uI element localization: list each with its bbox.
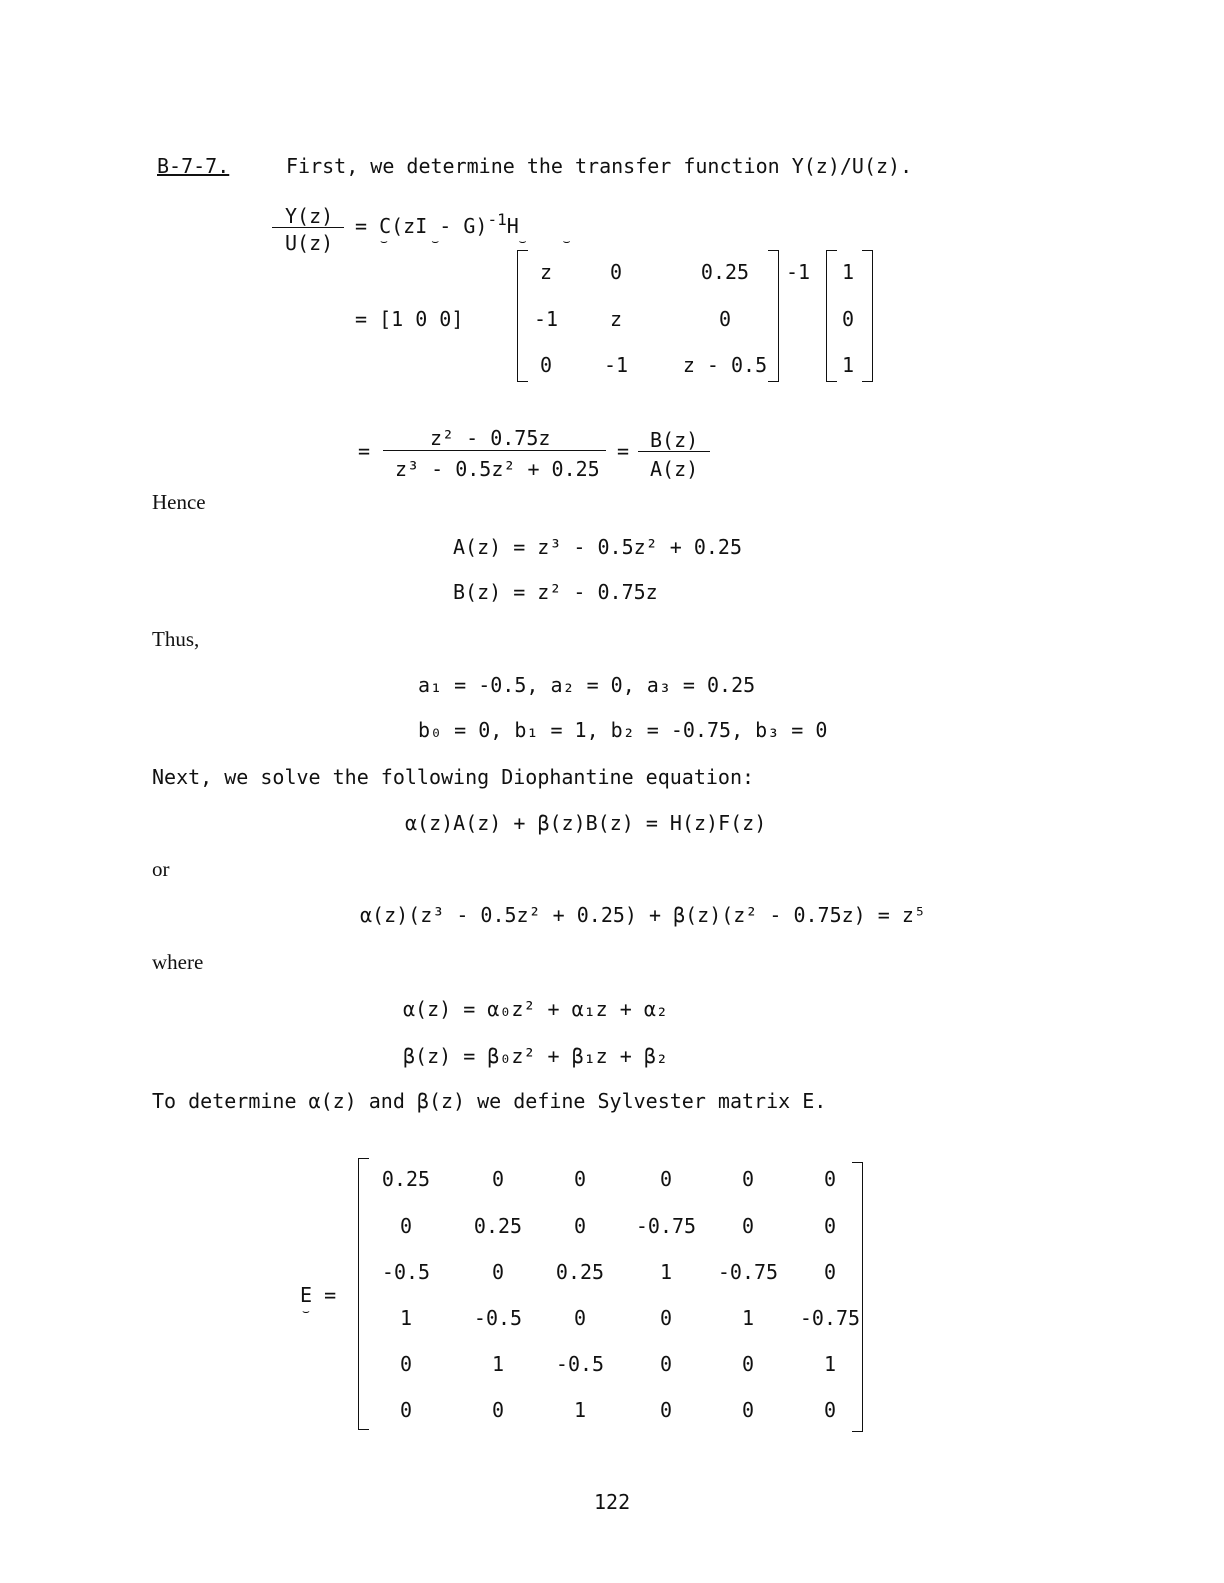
e-matrix-cell: 0 (659, 1167, 673, 1191)
e-matrix-cell: 0 (573, 1167, 587, 1191)
inverse-exponent: -1 (487, 210, 507, 229)
matrix-cell: 0 (539, 353, 553, 377)
page-number: 122 (594, 1490, 631, 1514)
problem-label: B-7-7. (157, 154, 230, 178)
matrix-cell: -1 (533, 307, 559, 331)
a-under: A(z) (650, 457, 699, 481)
matrix-cell: 0 (609, 260, 623, 284)
e-matrix-cell: 0 (823, 1398, 837, 1422)
e-matrix-cell: 0 (741, 1167, 755, 1191)
e-matrix-cell: 1 (573, 1398, 587, 1422)
e-matrix-cell: 0 (399, 1398, 413, 1422)
e-label: E = (300, 1283, 337, 1307)
row-vector: = [1 0 0] (355, 307, 464, 331)
column-vector-entry: 0 (842, 307, 855, 331)
diophantine-equation: α(z)A(z) + β(z)B(z) = H(z)F(z) (405, 811, 767, 835)
column-vector-entry: 1 (842, 260, 855, 284)
intro-text: First, we determine the transfer function Y(z)/U(z). (286, 154, 913, 178)
hence-label: Hence (152, 490, 206, 514)
lhs-numerator: Y(z) (285, 204, 334, 228)
e-left-bracket (358, 1158, 369, 1430)
e-matrix-cell: 0 (741, 1398, 755, 1422)
e-matrix-cell: -0.5 (381, 1260, 431, 1284)
sylvester-text: To determine α(z) and β(z) we define Sylvester matrix E. (152, 1089, 827, 1113)
tf-denominator: z³ - 0.5z² + 0.25 (395, 457, 600, 481)
column-vector-entry: 1 (842, 353, 855, 377)
e-matrix-cell: 0 (823, 1167, 837, 1191)
next-text: Next, we solve the following Diophantine equation: (152, 765, 755, 789)
transfer-formula-rhs: = C(zI - G) (355, 214, 488, 238)
b-coefficients: b₀ = 0, b₁ = 1, b₂ = -0.75, b₃ = 0 (418, 718, 828, 742)
matrix-cell: z (609, 307, 623, 331)
e-matrix-cell: -0.5 (473, 1306, 523, 1330)
h-symbol: H (506, 214, 519, 238)
e-matrix-cell: 0 (659, 1306, 673, 1330)
e-matrix-cell: 0 (741, 1214, 755, 1238)
e-underline-mark: ⌣ (302, 1304, 310, 1318)
e-matrix-cell: 0 (573, 1306, 587, 1330)
e-matrix-cell: -0.75 (635, 1214, 697, 1238)
where-label: where (152, 950, 204, 974)
e-matrix-cell: 1 (491, 1352, 505, 1376)
alpha-definition: α(z) = α₀z² + α₁z + α₂ (403, 997, 668, 1021)
matrix-cell: 0.25 (700, 260, 750, 284)
e-matrix-cell: 0.25 (555, 1260, 605, 1284)
tf-fraction-bar (383, 450, 606, 451)
b-over: B(z) (650, 428, 699, 452)
e-matrix-cell: -0.75 (717, 1260, 779, 1284)
e-matrix-cell: 0 (659, 1398, 673, 1422)
e-matrix-cell: 1 (399, 1306, 413, 1330)
matrix-cell: 0 (718, 307, 732, 331)
equals-sign: = (617, 439, 630, 463)
e-matrix-cell: -0.5 (555, 1352, 605, 1376)
equals-sign: = (358, 439, 371, 463)
expanded-equation: α(z)(z³ - 0.5z² + 0.25) + β(z)(z² - 0.75z) = z⁵ (360, 903, 926, 927)
e-matrix-cell: 1 (741, 1306, 755, 1330)
tf-numerator: z² - 0.75z (430, 426, 551, 450)
e-matrix-cell: 0 (823, 1260, 837, 1284)
e-matrix-cell: 0 (823, 1214, 837, 1238)
e-right-bracket (852, 1162, 863, 1432)
column-vector-left-bracket (826, 250, 837, 382)
thus-label: Thus, (152, 627, 200, 651)
e-matrix-cell: 0 (659, 1352, 673, 1376)
e-matrix-cell: -0.75 (799, 1306, 861, 1330)
or-label: or (152, 857, 170, 881)
e-matrix-cell: 1 (659, 1260, 673, 1284)
lhs-denominator: U(z) (285, 231, 334, 255)
matrix-underline-marks: ⌣ ⌣ ⌣ ⌣ (380, 234, 571, 248)
e-matrix-cell: 0 (399, 1352, 413, 1376)
e-matrix-cell: 0 (491, 1167, 505, 1191)
matrix-cell: -1 (603, 353, 629, 377)
column-vector-right-bracket (862, 250, 873, 382)
matrix-inverse-exponent: -1 (786, 260, 811, 284)
e-matrix-cell: 0 (491, 1260, 505, 1284)
e-matrix-cell: 1 (823, 1352, 837, 1376)
lhs-fraction-bar (272, 227, 344, 228)
matrix-cell: z (539, 260, 553, 284)
a-coefficients: a₁ = -0.5, a₂ = 0, a₃ = 0.25 (418, 673, 756, 697)
ba-fraction-bar (638, 451, 710, 452)
a-polynomial: A(z) = z³ - 0.5z² + 0.25 (453, 535, 742, 559)
b-polynomial: B(z) = z² - 0.75z (453, 580, 658, 604)
e-matrix-cell: 0 (741, 1352, 755, 1376)
e-matrix-cell: 0 (573, 1214, 587, 1238)
e-matrix-cell: 0.25 (473, 1214, 523, 1238)
matrix-cell: z - 0.5 (682, 353, 768, 377)
beta-definition: β(z) = β₀z² + β₁z + β₂ (403, 1044, 668, 1068)
e-matrix-cell: 0.25 (381, 1167, 431, 1191)
e-matrix-cell: 0 (399, 1214, 413, 1238)
e-matrix-cell: 0 (491, 1398, 505, 1422)
